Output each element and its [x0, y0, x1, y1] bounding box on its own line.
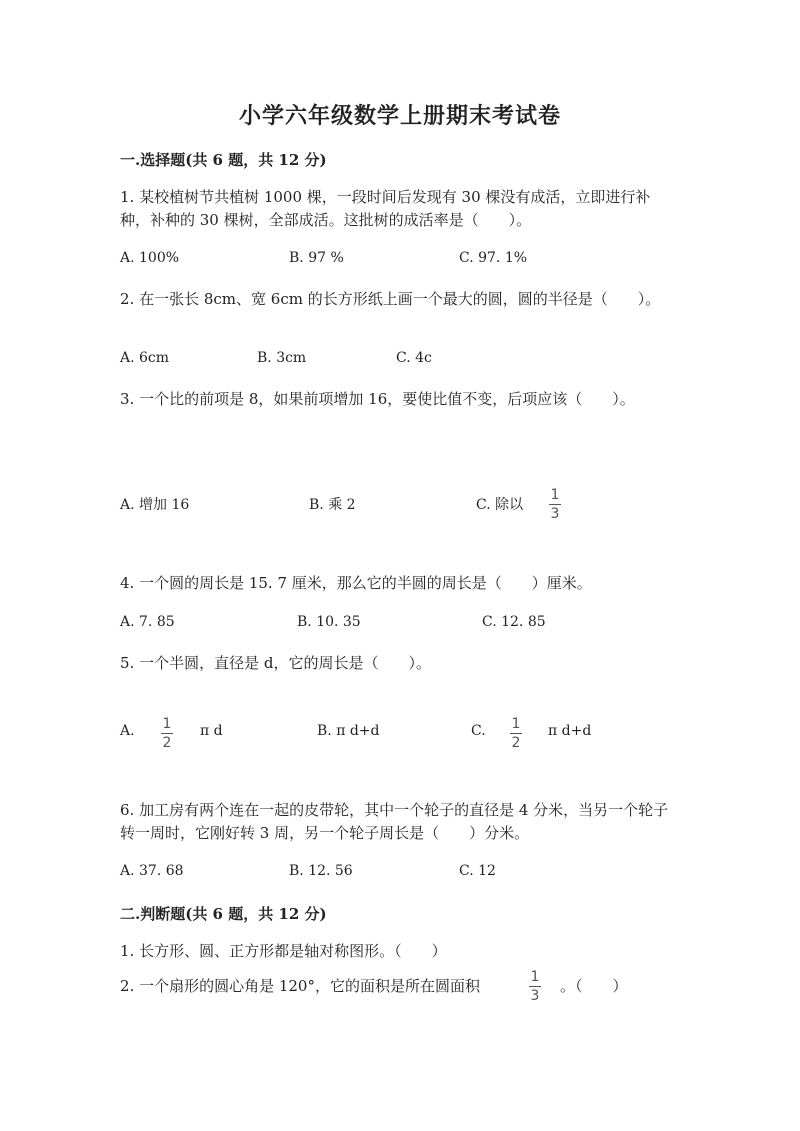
section-heading-choice: 一.选择题(共 6 题，共 12 分)	[120, 151, 327, 169]
q4-option-b: B. 10. 35	[297, 614, 361, 630]
q6-option-b: B. 12. 56	[289, 863, 353, 879]
q4-option-a: A. 7. 85	[120, 614, 175, 630]
q5-option-a-suffix: π d	[200, 723, 223, 739]
fraction-bar	[510, 733, 522, 734]
fraction-numerator: 1	[511, 716, 521, 732]
judgement-2-suffix: 。（ ）	[560, 977, 628, 995]
q2-option-b: B. 3cm	[257, 350, 307, 366]
q5-option-c-label: C.	[471, 723, 486, 739]
q3-option-a: A. 增加 16	[120, 497, 190, 513]
fraction-bar	[549, 504, 561, 505]
question-1-text: 1. 某校植树节共植树 1000 棵，一段时间后发现有 30 棵没有成活，立即进行补种，补种的 30 棵树，全部成活。这批树的成活率是（ ）。	[120, 188, 651, 229]
q1-option-a: A. 100%	[120, 250, 180, 266]
q5-a-fraction	[160, 717, 174, 750]
fraction-numerator: 1	[550, 487, 560, 503]
q2-option-c: C. 4c	[396, 350, 432, 366]
fraction-denominator: 3	[550, 506, 560, 522]
question-5-text: 5. 一个半圆，直径是 d，它的周长是（ ）。	[120, 654, 431, 672]
fraction-denominator: 2	[511, 735, 521, 751]
q5-option-c-suffix: π d+d	[548, 723, 592, 739]
question-4-text: 4. 一个圆的周长是 15. 7 厘米，那么它的半圆的周长是（ ）厘米。	[120, 574, 592, 592]
fraction-numerator: 1	[162, 716, 172, 732]
judgement-2-prefix: 2. 一个扇形的圆心角是 120°，它的面积是所在圆面积	[120, 977, 480, 995]
fraction-denominator: 2	[162, 735, 172, 751]
q2-option-a: A. 6cm	[120, 350, 170, 366]
q5-option-a-label: A.	[120, 723, 135, 739]
q6-option-c: C. 12	[459, 863, 496, 879]
judgement-2-fraction	[528, 970, 542, 1003]
question-6-text: 6. 加工房有两个连在一起的皮带轮，其中一个轮子的直径是 4 分米，当另一个轮子转一周时，它刚好转 3 周，另一个轮子周长是（ ）分米。	[120, 801, 669, 842]
question-3-text: 3. 一个比的前项是 8，如果前项增加 16，要使比值不变，后项应该（ ）。	[120, 390, 635, 408]
question-2-text: 2. 在一张长 8cm、宽 6cm 的长方形纸上画一个最大的圆，圆的半径是（ ）。	[120, 290, 661, 308]
q5-c-fraction	[509, 717, 523, 750]
fraction-denominator: 3	[530, 988, 540, 1004]
q1-option-b: B. 97 %	[289, 250, 344, 266]
fraction-bar	[529, 986, 541, 987]
q1-option-c: C. 97. 1%	[459, 250, 528, 266]
q3-option-c: C. 除以	[476, 497, 524, 513]
q5-option-b: B. π d+d	[317, 723, 380, 739]
q3-c-fraction	[548, 488, 562, 521]
page-title: 小学六年级数学上册期末考试卷	[238, 103, 561, 129]
q3-option-b: B. 乘 2	[309, 497, 356, 513]
section-heading-judgement: 二.判断题(共 6 题，共 12 分)	[120, 905, 327, 923]
fraction-numerator: 1	[530, 969, 540, 985]
q4-option-c: C. 12. 85	[482, 614, 546, 630]
fraction-bar	[161, 733, 173, 734]
judgement-1-text: 1. 长方形、圆、正方形都是轴对称图形。（ ）	[120, 942, 447, 960]
q6-option-a: A. 37. 68	[120, 863, 184, 879]
